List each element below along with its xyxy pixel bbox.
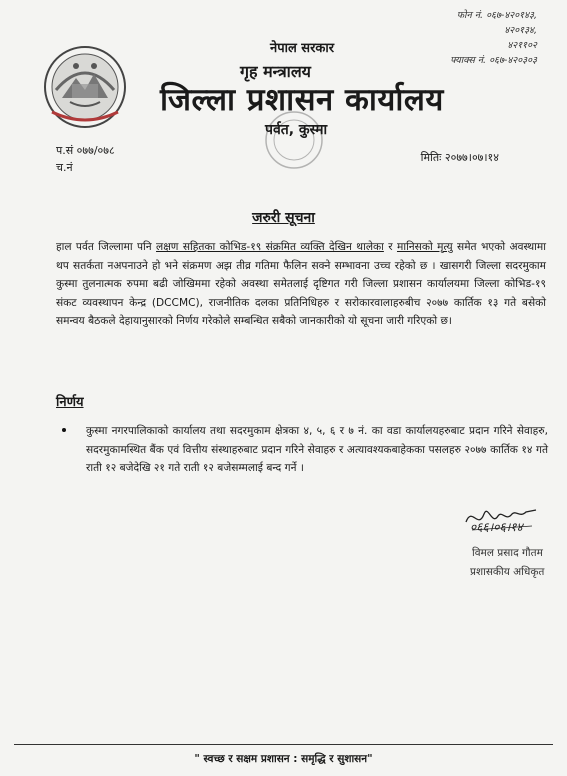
para-lead: हाल पर्वत जिल्लामा पनि [56,241,157,253]
footer-divider [14,744,553,745]
signatory-name: विमल प्रसाद गौतम [472,547,543,559]
office-stamp-icon [262,108,326,172]
para-underline-1: लक्षण सहितका कोभिड-१९ संक्रमित व्यक्ति देखिन थालेका [156,241,384,253]
dispatch-number: च.नं [56,161,73,174]
decision-item: कुस्मा नगरपालिकाको कार्यालय तथा सदरमुकाम क्षेत्रका ४, ५, ६ र ७ नं. का वडा कार्यालयहरुबाट प्रदान गरिने सेवाहरु, सदरमुकामस्थित बैंक एवं वित्तीय संस्थाहरुबाट प्रदान गरिने सेवाहरु र अत्यावश्यकबाहेकका पसलहरु २०७७ कार्तिक १४ गते राती १२ बजेदेखि २१ गते राती १२ बजेसम्मलाई बन्द गर्ने । [86,425,548,475]
nepal-emblem-icon [42,44,128,130]
ministry-name: गृह मन्त्रालय [240,62,311,81]
govt-name: नेपाल सरकार [270,41,335,56]
letter-date: मितिः २०७७।०७।१४ [420,151,499,164]
para-rest: समेत भएको अवस्थामा थप सतर्कता नअपनाउने हो भने संक्रमण अझ तीव्र गतिमा फैलिन सक्ने सम्भावना उच्च रहेको छ । खासगरी जिल्ला सदरमुकाम कुस्मा तुलनात्मक रुपमा बढी जोखिममा रहेको अवस्था समेतलाई दृष्टिगत गरी जिल्ला प्रशासन कार्यालयमा जिल्ला कोभिड-१९ संकट व्यवस्थापन केन्द्र (DCCMC), राजनीतिक दलका प्रतिनिधिहरु र सरोकारवालाहरुबीच २०७७ कार्तिक १३ गते बसेको समन्वय बैठकले देहायानुसारको निर्णय गरेकोले सम्बन्धित सबैको जानकारीको यो सूचना जारी गरिएको छ। [56,241,546,328]
fax-line: फ्याक्स नं. ०६७-४२०३०३ [450,55,537,66]
phone-line-3: ४२११०२ [507,40,537,51]
signatory-title: प्रशासकीय अधिकृत [470,566,545,578]
phone-line-2: ४२०१३४, [504,25,537,36]
para-mid: र [383,241,397,253]
phone-line-1: फोन नं. ०६७-४२०१४३, [456,10,537,21]
notice-title-text: जरुरी सूचना [252,210,315,226]
contact-info [387,8,537,68]
signature-date: ०६६।०६।१४ [470,520,523,534]
para-underline-2: मानिसको मृत्यु [396,241,453,253]
notice-title [0,208,567,227]
decision-heading: निर्णय [56,395,84,410]
footer-slogan: " स्वच्छ र सक्षम प्रशासन : समृद्धि र सुशासन" [194,753,373,765]
office-location: पर्वत, कुस्मा [265,122,328,138]
notice-paragraph [56,238,546,331]
office-name: जिल्ला प्रशासन कार्यालय [160,82,444,118]
letter-number: प.सं ०७७/०७८ [56,144,115,157]
bullet-icon [62,428,66,432]
